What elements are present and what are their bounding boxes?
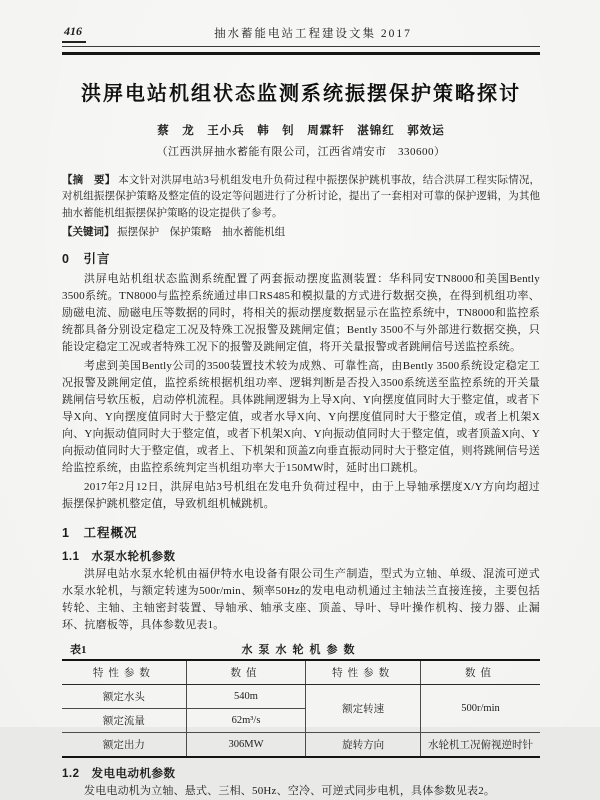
table1 (62, 659, 540, 758)
table1-cell: 额定水头 (62, 685, 186, 709)
table1-header-cell: 数值 (186, 660, 306, 685)
table1-caption (62, 641, 540, 656)
section-1-2-paragraph: 发电电动机为立轴、悬式、三相、50Hz、空冷、可逆式同步电机，具体参数见表2。 (84, 785, 496, 797)
section-1-1-paragraph: 洪屏电站水泵水轮机由福伊特水电设备有限公司生产制造，型式为立轴、单级、混流可逆式水泵水轮机，与额定转速为500r/min、频率50Hz的发电电动机通过主轴法兰直接连接，主要包括转轮、主轴、主轴密封装置、导轴承、轴承支座、顶盖、导叶、导叶操作机构、接力器、止漏环、抗磨板等，具体参数见表1。 (62, 568, 540, 631)
journal-title: 抽水蓄能电站工程建设文集 2017 (214, 28, 412, 40)
section-heading-1-1: 1.1 水泵水轮机参数 (62, 551, 176, 563)
header-rule (62, 52, 540, 55)
table1-header-cell: 数值 (420, 660, 540, 685)
table1-row (62, 685, 540, 709)
section-heading-1: 1 工程概况 (62, 526, 138, 540)
section-heading-1-2: 1.2 发电电动机参数 (62, 768, 176, 780)
table1-cell: 水轮机工况俯视逆时针 (420, 733, 540, 758)
table1-cell-merged: 500r/min (420, 685, 540, 733)
abstract-block (62, 172, 540, 223)
table1-cell: 旋转方向 (306, 733, 421, 758)
intro-paragraph-1: 洪屏电站机组状态监测系统配置了两套振动摆度监测装置：华科同安TN8000和美国Bently 3500系统。TN8000与监控系统通过串口RS485和模拟量的方式进行数据交换，在得到机组功率、励磁电流、励磁电压等数据的同时，将相关的振动摆度数据显示在监控系统中，TN8000和监控系统都具备分别设定稳定工况及特殊工况报警及跳闸定值；Bently 3500不与外部进行数据交换，只能设定稳定工况或者特殊工况下的报警及跳闸定值，将开关量报警或者跳闸信号送监控系统。 (62, 273, 540, 353)
article-title: 洪屏电站机组状态监测系统振摆保护策略探讨 (81, 82, 521, 105)
table1-cell: 540m (186, 685, 306, 709)
keywords-text: 振摆保护 保护策略 抽水蓄能机组 (117, 227, 286, 238)
table1-title: 水泵水轮机参数 (241, 644, 361, 656)
table1-row (62, 733, 540, 758)
intro-paragraph-2: 考虑到美国Bently公司的3500装置技术较为成熟、可靠性高，由Bently 3500系统设定稳定工况报警及跳闸定值，监控系统根据机组功率、逻辑判断是否投入3500系统送至监控系统的开关量跳闸信号软压板，启动停机流程。具体跳闸逻辑为上导X向、Y向摆度值同时大于整定值，或者下导X向、Y向摆度值同时大于整定值，或者水导X向、Y向摆度值同时大于整定值，或者上机架X向、Y向振动值同时大于整定值，或者下机架X向、Y向振动值同时大于整定值，或者顶盖X向、Y向振动值同时大于整定值，或者上、下机架和顶盖Z向垂直振动同时大于整定值，则将跳闸信号送给监控系统，由监控系统判定当机组功率大于150MW时，延时出口跳机。 (62, 360, 540, 474)
table1-cell: 62m³/s (186, 709, 306, 733)
table1-cell: 额定流量 (62, 709, 186, 733)
authors-line: 蔡 龙 王小兵 韩 钊 周霖轩 湛锦红 郭效运 (157, 124, 445, 137)
affiliation-line: （江西洪屏抽水蓄能有限公司，江西省靖安市 330600） (156, 145, 446, 158)
page-number: 416 (62, 24, 86, 43)
section-heading-intro: 0 引言 (62, 252, 111, 266)
table1-header-cell: 特性参数 (62, 660, 186, 685)
running-head (62, 24, 540, 47)
intro-paragraph-3: 2017年2月12日，洪屏电站3号机组在发电升负荷过程中，由于上导轴承摆度X/Y方向均超过振摆保护跳机整定值，导致机组机械跳机。 (62, 481, 540, 510)
table1-cell-merged: 额定转速 (306, 685, 421, 733)
table1-header-row (62, 660, 540, 685)
table1-header-cell: 特性参数 (306, 660, 421, 685)
table1-cell: 额定出力 (62, 733, 186, 758)
table1-label: 表1 (70, 644, 87, 656)
abstract-label: 【摘 要】 (62, 173, 116, 186)
keywords-block (62, 224, 540, 239)
table1-cell: 306MW (186, 733, 306, 758)
keywords-label: 【关键词】 (62, 226, 115, 238)
abstract-text: 本文针对洪屏电站3号机组发电升负荷过程中振摆保护跳机事故，结合洪屏工程实际情况，对机组振摆保护策略及整定值的设定等问题进行了分析讨论，提出了一套相对可靠的保护逻辑，为其他抽水蓄能机组振摆保护策略的设定提供了参考。 (62, 174, 541, 219)
